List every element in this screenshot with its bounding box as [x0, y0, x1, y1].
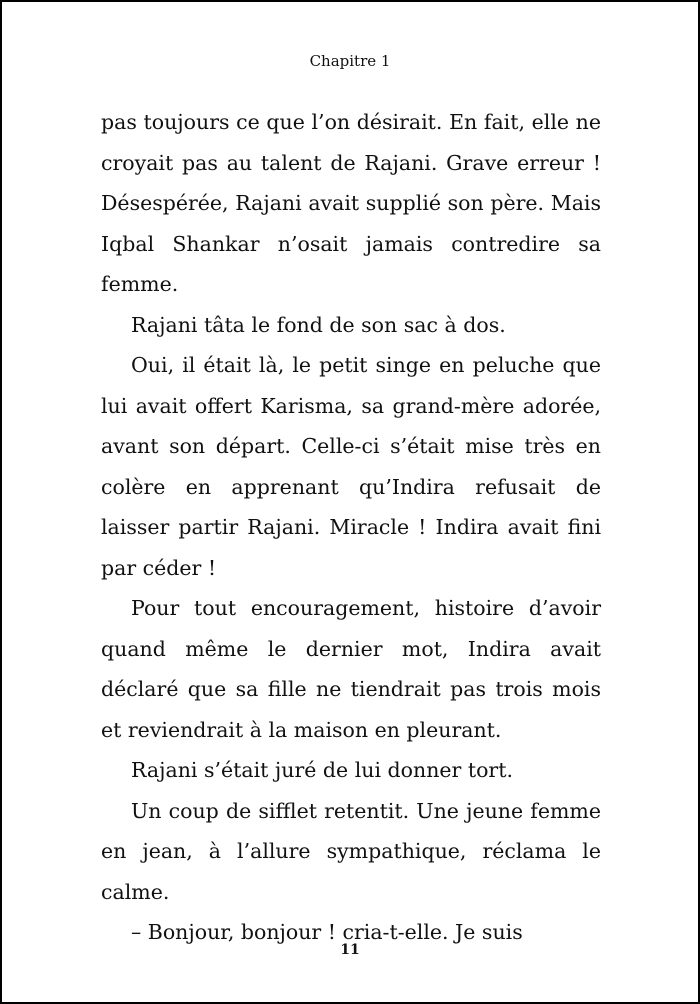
paragraph-6: Un coup de sifflet retentit. Une jeune femme en jean, à l’allure sympathique, réclama le calme. — [101, 798, 601, 904]
chapter-header: Chapitre 1 — [309, 52, 391, 70]
paragraph-3: Oui, il était là, le petit singe en peluche que lui avait offert Karisma, sa grand-mère adorée, avant son départ. Celle-ci s’était mise très en colère en apprenant qu’Indira refusait de laisser partir Rajani. Miracle ! Indira avait fini par céder ! — [101, 353, 601, 580]
paragraph-7: – Bonjour, bonjour ! cria-t-elle. Je suis — [131, 920, 523, 944]
paragraph-2: Rajani tâta le fond de son sac à dos. — [131, 312, 506, 337]
body-text — [101, 102, 601, 953]
paragraph-1: pas toujours ce que l’on désirait. En fait, elle ne croyait pas au talent de Rajani. Grave erreur ! Désespérée, Rajani avait supplié son père. Mais Iqbal Shankar n’osait jamais contredire sa femme. — [101, 110, 601, 296]
page-number: 11 — [340, 942, 360, 958]
paragraph-4: Pour tout encouragement, histoire d’avoir quand même le dernier mot, Indira avait déclaré que sa fille ne tiendrait pas trois mois et reviendrait à la maison en pleurant. — [101, 596, 601, 742]
paragraph-5: Rajani s’était juré de lui donner tort. — [131, 758, 513, 782]
